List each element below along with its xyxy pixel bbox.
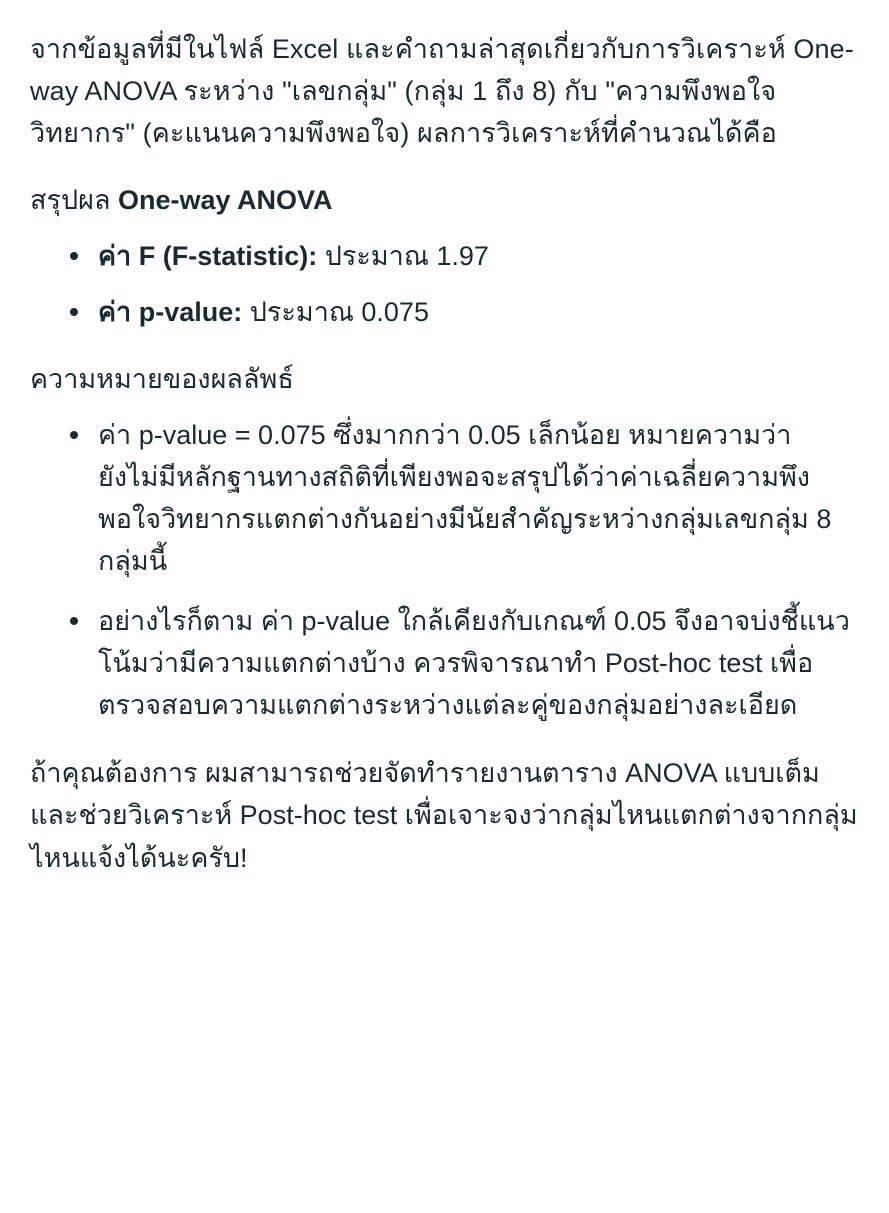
meaning-item-line1: อย่างไรก็ตาม ค่า p-value ใกล้เคียงกับเกณฑ์ 0.05 จึงอาจบ่งชี้แนวโน้มว่ามีความแตกต่างบ้าง ควรพิจารณาทำ Post-hoc test เพื่อตรวจสอบความแตกต่างระหว่างแต่ละคู่ของกลุ่มอย่างละเอียด xyxy=(98,605,850,721)
summary-heading-strong: One-way ANOVA xyxy=(118,185,333,216)
list-item xyxy=(64,291,859,333)
list-item xyxy=(64,600,859,726)
summary-list xyxy=(30,235,859,333)
intro-paragraph: จากข้อมูลที่มีในไฟล์ Excel และคำถามล่าสุดเกี่ยวกับการวิเคราะห์ One-way ANOVA ระหว่าง "เลขกลุ่ม" (กลุ่ม 1 ถึง 8) กับ "ความพึงพอใจวิทยากร" (คะแนนความพึงพอใจ) ผลการวิเคราะห์ที่คำนวณได้คือ xyxy=(30,34,854,149)
summary-item-value: ประมาณ 1.97 xyxy=(317,240,489,271)
summary-item-label: ค่า p-value: xyxy=(98,296,243,327)
summary-heading xyxy=(30,180,859,221)
summary-item-label: ค่า F (F-statistic): xyxy=(98,240,318,271)
meaning-item-line1: ค่า p-value = 0.075 ซึ่งมากกว่า 0.05 เล็กน้อย หมายความว่า xyxy=(98,419,792,450)
closing-paragraph: ถ้าคุณต้องการ ผมสามารถช่วยจัดทำรายงานตาราง ANOVA แบบเต็ม และช่วยวิเคราะห์ Post-hoc test เพื่อเจาะจงว่ากลุ่มไหนแตกต่างจากกลุ่มไหนแจ้งได้นะครับ! xyxy=(30,758,858,873)
list-item xyxy=(64,235,859,277)
summary-heading-prefix: สรุปผล xyxy=(30,185,118,216)
list-item xyxy=(64,414,859,582)
meaning-list xyxy=(30,414,859,727)
meaning-item-line2: ยังไม่มีหลักฐานทางสถิติที่เพียงพอจะสรุปได้ว่าค่าเฉลี่ยความพึงพอใจวิทยากรแตกต่างกันอย่างมีนัยสำคัญระหว่างกลุ่มเลขกลุ่ม 8 กลุ่มนี้ xyxy=(98,461,832,576)
meaning-heading: ความหมายของผลลัพธ์ xyxy=(30,364,294,395)
summary-item-value: ประมาณ 0.075 xyxy=(242,296,429,327)
